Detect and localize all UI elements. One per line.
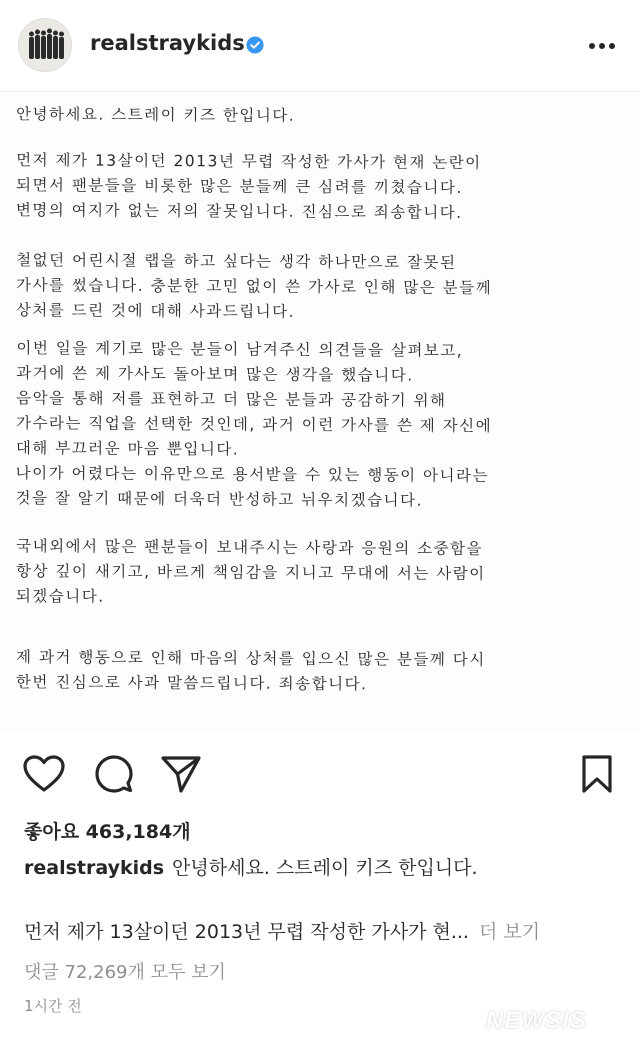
comment-icon[interactable] [94,754,134,794]
verified-badge-icon [246,36,264,54]
letter-paragraph-3: 이번 일을 계기로 많은 분들이 남겨주신 의견들을 살펴보고, 과거에 쓴 제 가사도 돌아보며 많은 생각을 했습니다. 음악을 통해 저를 표현하고 더 많은 분들과 공감하기 위해 가수라는 직업을 선택한 것인데, 과거 이런 가사를 쓴 제 자신에 대해 부끄러운 마음 뿐입니다. 나이가 어렸다는 이유만으로 용서받을 수 있는 행동이 아니라는 것을 잘 알기 때문에 더욱더 반성하고 뉘우치겠습니다. [15,339,493,510]
more-icon[interactable] [586,36,618,56]
caption-username[interactable]: realstraykids [24,857,165,879]
bookmark-icon[interactable] [580,754,614,794]
post-timestamp: 1시간 전 [24,997,82,1015]
send-icon[interactable] [160,754,202,794]
letter-greeting: 안녕하세요. 스트레이 키즈 한입니다. [15,105,296,125]
view-all-comments-link[interactable]: 댓글 72,269개 모두 보기 [24,962,226,983]
letter-paragraph-1: 먼저 제가 13살이던 2013년 무렵 작성한 가사가 현재 논란이 되면서 팬분들을 비롯한 많은 분들께 큰 심려를 끼쳤습니다. 변명의 여지가 없는 저의 잘못입니다. 진심으로 죄송합니다. [15,151,482,222]
caption-text: 안녕하세요. 스트레이 키즈 한입니다. [172,857,478,879]
caption-preview-text: 먼저 제가 13살이던 2013년 무렵 작성한 가사가 현... [24,921,469,943]
letter-paragraph-5: 제 과거 행동으로 인해 마음의 상처를 입으신 많은 분들께 다시 한번 진심으로 사과 말씀드립니다. 죄송합니다. [15,648,486,694]
post-header [0,0,640,92]
caption-preview [24,917,540,944]
post-username[interactable]: realstraykids [90,31,245,55]
post-actions [0,740,640,800]
letter-paragraph-4: 국내외에서 많은 팬분들이 보내주시는 사랑과 응원의 소중함을 항상 깊이 새기고, 바르게 책임감을 지니고 무대에 서는 사람이 되겠습니다. [15,537,486,606]
post-caption [24,853,478,880]
avatar[interactable] [18,18,72,72]
newsis-watermark: NEWSIS [486,1007,587,1034]
letter-paragraph-2: 철없던 어린시절 랩을 하고 싶다는 생각 하나만으로 잘못된 가사를 썼습니다. 충분한 고민 없이 쓴 가사로 인해 많은 분들께 상처를 드린 것에 대해 사과드립니다. [15,251,493,321]
avatar-image [19,19,72,72]
likes-count[interactable]: 좋아요 463,184개 [24,821,191,843]
post-image-letter [0,92,640,732]
heart-icon[interactable] [22,754,66,794]
see-more-link[interactable]: 더 보기 [478,921,541,943]
